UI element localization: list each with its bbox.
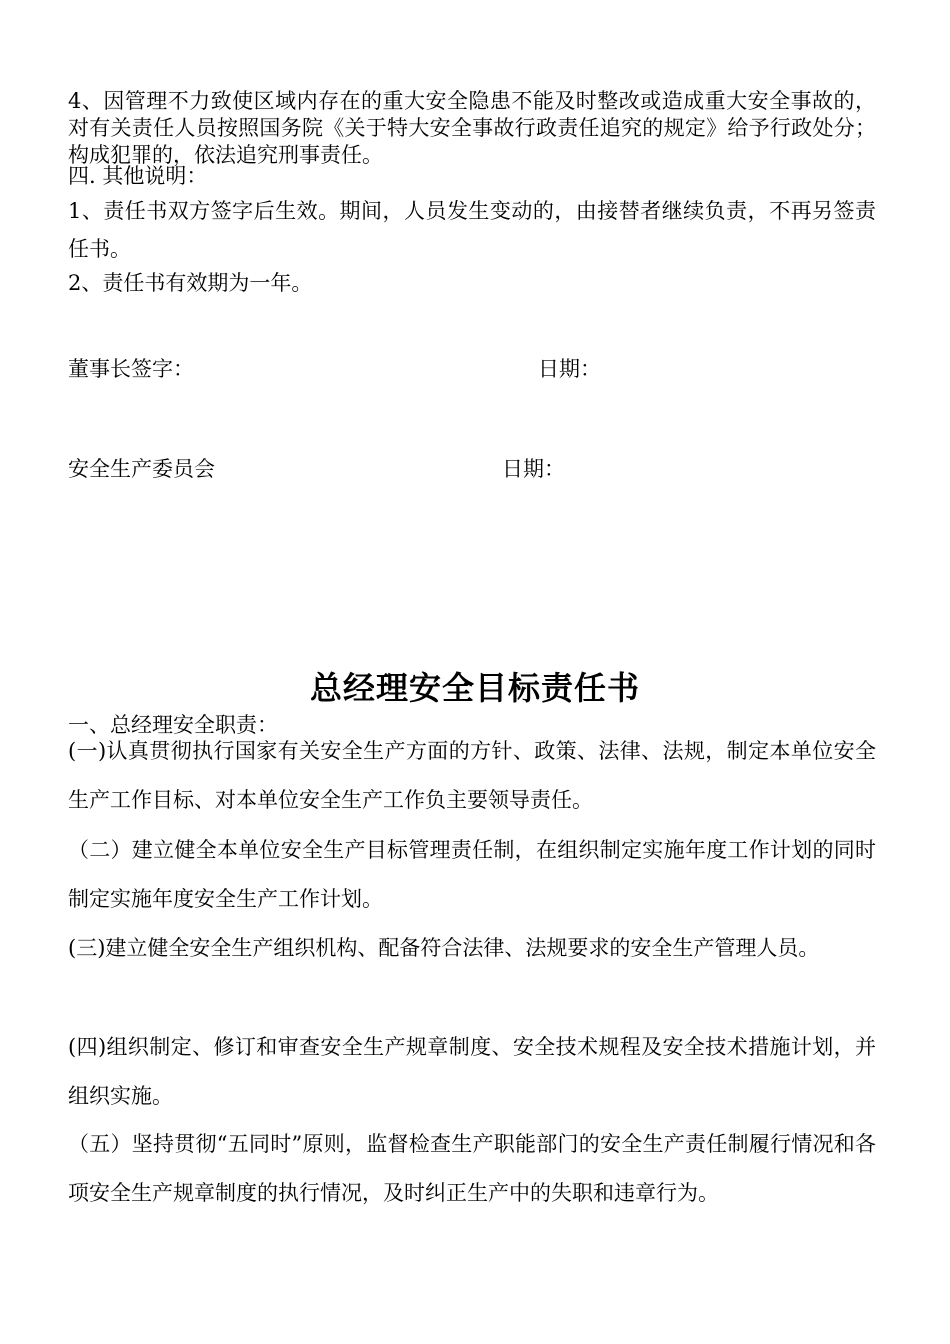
- gm-duty-3: (三)建立健全安全生产组织机构、配备符合法律、法规要求的安全生产管理人员。: [68, 936, 820, 960]
- gm-duty-1: (一)认真贯彻执行国家有关安全生产方面的方针、政策、法律、法规，制定本单位安全生产工作目标、对本单位安全生产工作负主要领导责任。: [68, 739, 876, 812]
- gm-duties-heading: 一、总经理安全职责：: [68, 713, 278, 737]
- gm-duty-4: (四)组织制定、修订和审查安全生产规章制度、安全技术规程及安全技术措施计划，并组织实施。: [68, 1035, 876, 1108]
- other-notes-item-1: 1、责任书双方签字后生效。期间，人员发生变动的，由接替者继续负责，不再另签责任书。: [68, 199, 876, 261]
- committee-signature-label: 安全生产委员会: [68, 457, 215, 481]
- gm-duty-5: （五）坚持贯彻“五同时”原则，监督检查生产职能部门的安全生产责任制履行情况和各项安全生产规章制度的执行情况，及时纠正生产中的失职和违章行为。: [68, 1132, 876, 1205]
- chairman-signature-label: 董事长签字：: [68, 357, 194, 381]
- other-notes-heading: 四. 其他说明：: [68, 164, 208, 188]
- gm-duty-2: （二）建立健全本单位安全生产目标管理责任制，在组织制定实施年度工作计划的同时制定实施年度安全生产工作计划。: [68, 838, 876, 911]
- committee-date-label: 日期：: [502, 457, 565, 481]
- other-notes-item-2: 2、责任书有效期为一年。: [68, 271, 313, 295]
- document-title: 总经理安全目标责任书: [309, 669, 640, 707]
- chairman-date-label: 日期：: [538, 357, 601, 381]
- liability-clause-4: 4、因管理不力致使区域内存在的重大安全隐患不能及时整改或造成重大安全事故的，对有关责任人员按照国务院《关于特大安全事故行政责任追究的规定》给予行政处分；构成犯罪的，依法追究刑事责任。: [68, 89, 876, 167]
